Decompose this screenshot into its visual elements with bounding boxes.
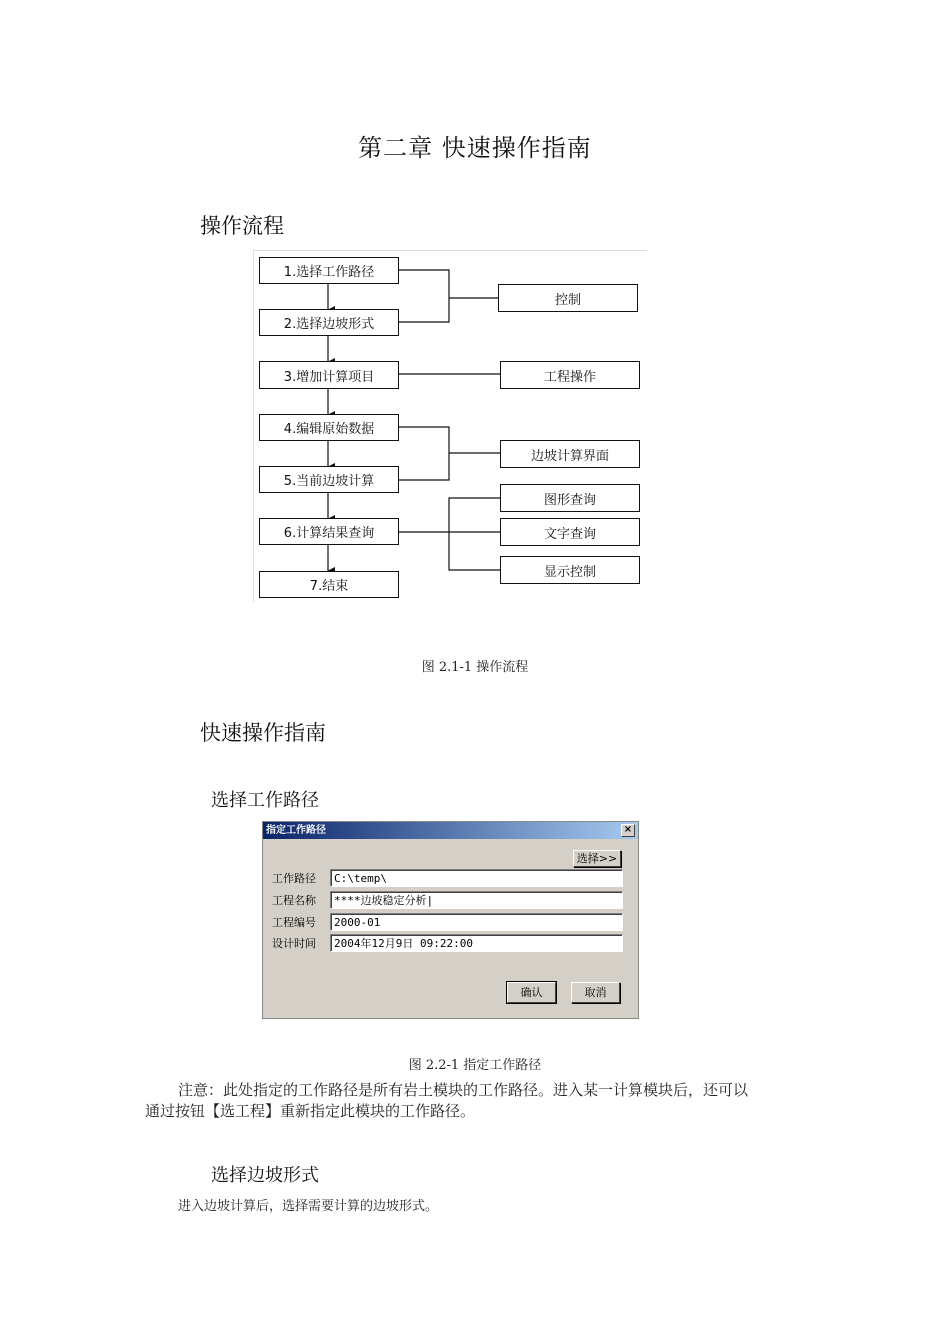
flow-step-4: 4.编辑原始数据 bbox=[259, 414, 399, 441]
section-heading-quick-guide: 快速操作指南 bbox=[200, 721, 326, 745]
figure-caption-workflow: 图 2.1-1 操作流程 bbox=[421, 660, 529, 675]
dialog-title: 指定工作路径 bbox=[266, 825, 326, 836]
flow-step-6: 6.计算结果查询 bbox=[259, 518, 399, 545]
flow-step-5: 5.当前边坡计算 bbox=[259, 466, 399, 493]
work-path-input[interactable]: C:\temp\ bbox=[330, 869, 623, 887]
figure-caption-dialog: 图 2.2-1 指定工作路径 bbox=[408, 1058, 542, 1073]
flow-step-3: 3.增加计算项目 bbox=[259, 361, 399, 389]
flow-side-display-control: 显示控制 bbox=[500, 556, 640, 584]
note-line-1: 注意：此处指定的工作路径是所有岩土模块的工作路径。进入某一计算模块后，还可以 bbox=[178, 1081, 749, 1099]
subsection-heading-slope-form: 选择边坡形式 bbox=[211, 1165, 319, 1186]
field-label-design-time: 设计时间 bbox=[272, 937, 316, 950]
project-name-input[interactable]: ****边坡稳定分析| bbox=[330, 891, 623, 909]
design-time-input[interactable]: 2004年12月9日 09:22:00 bbox=[330, 934, 623, 952]
confirm-button[interactable]: 确认 bbox=[507, 982, 556, 1003]
flow-side-project-ops: 工程操作 bbox=[500, 361, 640, 389]
flow-step-1: 1.选择工作路径 bbox=[259, 257, 399, 284]
workflow-flowchart bbox=[253, 250, 648, 605]
note-line-2: 通过按钮【选工程】重新指定此模块的工作路径。 bbox=[145, 1102, 476, 1120]
flow-step-2: 2.选择边坡形式 bbox=[259, 309, 399, 336]
field-label-project-number: 工程编号 bbox=[272, 916, 316, 929]
select-path-button[interactable]: 选择>> bbox=[573, 850, 621, 867]
flow-side-control: 控制 bbox=[498, 284, 638, 312]
field-label-work-path: 工作路径 bbox=[272, 872, 316, 885]
flow-side-slope-ui: 边坡计算界面 bbox=[500, 440, 640, 468]
chapter-title: 第二章 快速操作指南 bbox=[358, 134, 592, 162]
close-icon[interactable]: × bbox=[621, 824, 635, 837]
project-number-input[interactable]: 2000-01 bbox=[330, 913, 623, 931]
section-heading-workflow: 操作流程 bbox=[200, 214, 284, 238]
dialog-title-bar bbox=[263, 822, 638, 839]
flow-side-graph-query: 图形查询 bbox=[500, 484, 640, 512]
flow-step-7: 7.结束 bbox=[259, 571, 399, 598]
cancel-button[interactable]: 取消 bbox=[571, 982, 620, 1003]
trailing-paragraph: 进入边坡计算后，选择需要计算的边坡形式。 bbox=[178, 1199, 439, 1214]
flow-side-text-query: 文字查询 bbox=[500, 518, 640, 546]
dialog-specify-work-path bbox=[262, 821, 639, 1019]
field-label-project-name: 工程名称 bbox=[272, 894, 316, 907]
subsection-heading-select-path: 选择工作路径 bbox=[211, 790, 319, 811]
